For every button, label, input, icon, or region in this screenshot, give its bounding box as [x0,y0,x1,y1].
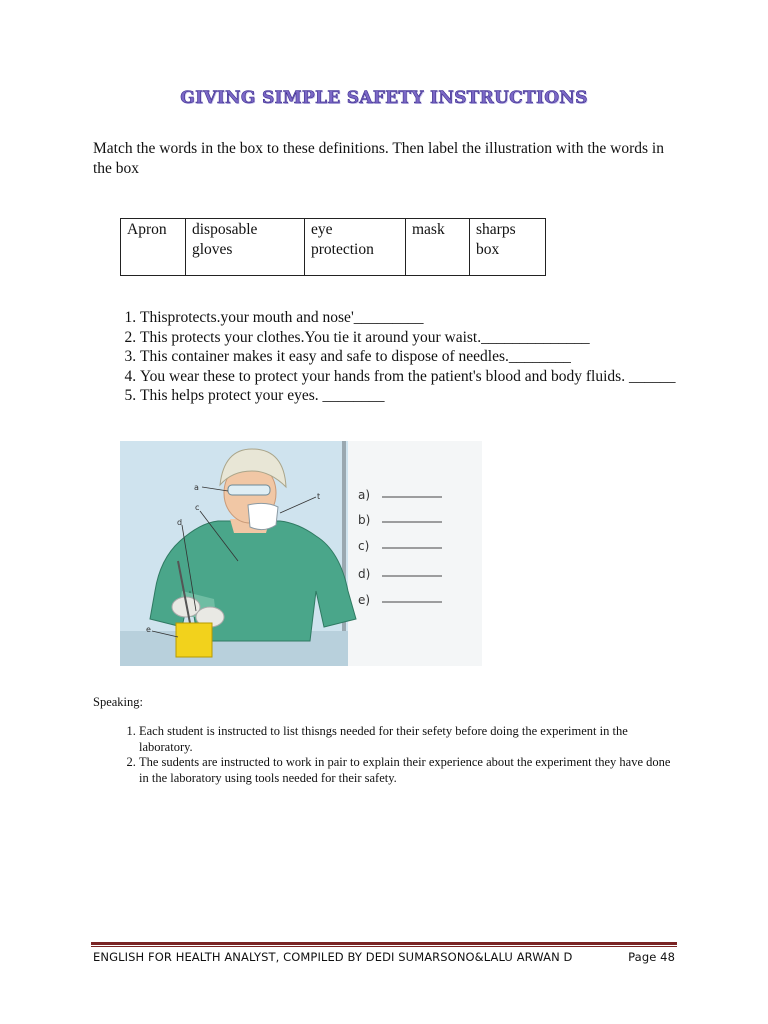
word-box [120,218,546,276]
mask-shape [248,503,278,529]
definition-item: 5. This helps protect your eyes. ________ [140,386,700,406]
answer-label: d) [358,567,371,581]
footer-rule [91,946,677,947]
definition-item: 4. You wear these to protect your hands from the patient's blood and body fluids. ______ [140,367,700,387]
answer-label: b) [358,513,371,527]
page-number: Page 48 [628,950,675,964]
pointer-letter: t [317,492,321,501]
word-line: sharps [476,221,516,238]
word-line: protection [311,241,374,258]
word-line: mask [412,221,445,238]
word-cell [186,219,305,276]
word-line: Apron [127,221,167,238]
word-cell [121,219,186,276]
footer-text: ENGLISH FOR HEALTH ANALYST, COMPILED BY DEDI SUMARSONO&LALU ARWAN D [93,950,573,964]
definition-item: 2. This protects your clothes.You tie it around your waist.______________ [140,328,700,348]
pointer-letter: e [146,625,151,634]
speaking-heading: Speaking: [93,695,143,709]
footer [93,950,677,964]
safety-illustration [120,441,482,666]
speaking-task: 1. Each student is instructed to list thisngs needed for their sefety before doing the experiment in the laboratory. [139,724,679,755]
answer-label: a) [358,488,371,502]
word-line: box [476,241,500,258]
page-title: GIVING SIMPLE SAFETY INSTRUCTIONS [180,88,588,108]
instructions-text: Match the words in the box to these definitions. Then label the illustration with the words in the box [93,140,664,177]
speaking-task-list [115,724,679,786]
word-line: gloves [192,241,233,258]
answer-label: c) [358,539,370,553]
speaking-task: 2. The sudents are instructed to work in pair to explain their experience about the experiment they have done in the laboratory using tools needed for their safety. [139,755,679,786]
definition-item: 3. This container makes it easy and safe to dispose of needles.________ [140,347,700,367]
word-cell [406,219,470,276]
sharps-box-shape [176,623,212,657]
word-line: eye [311,221,333,238]
word-cell [470,219,546,276]
footer-rule [91,942,677,945]
pointer-letter: d [177,518,183,527]
definition-list [113,308,700,406]
pointer-letter: c [195,503,200,512]
word-box-row [121,219,546,276]
word-cell [305,219,406,276]
definition-item: 1. Thisprotects.your mouth and nose'_________ [140,308,700,328]
pointer-letter: a [194,483,199,492]
goggles-shape [228,485,270,495]
word-line: disposable [192,221,258,238]
answer-label: e) [358,593,371,607]
